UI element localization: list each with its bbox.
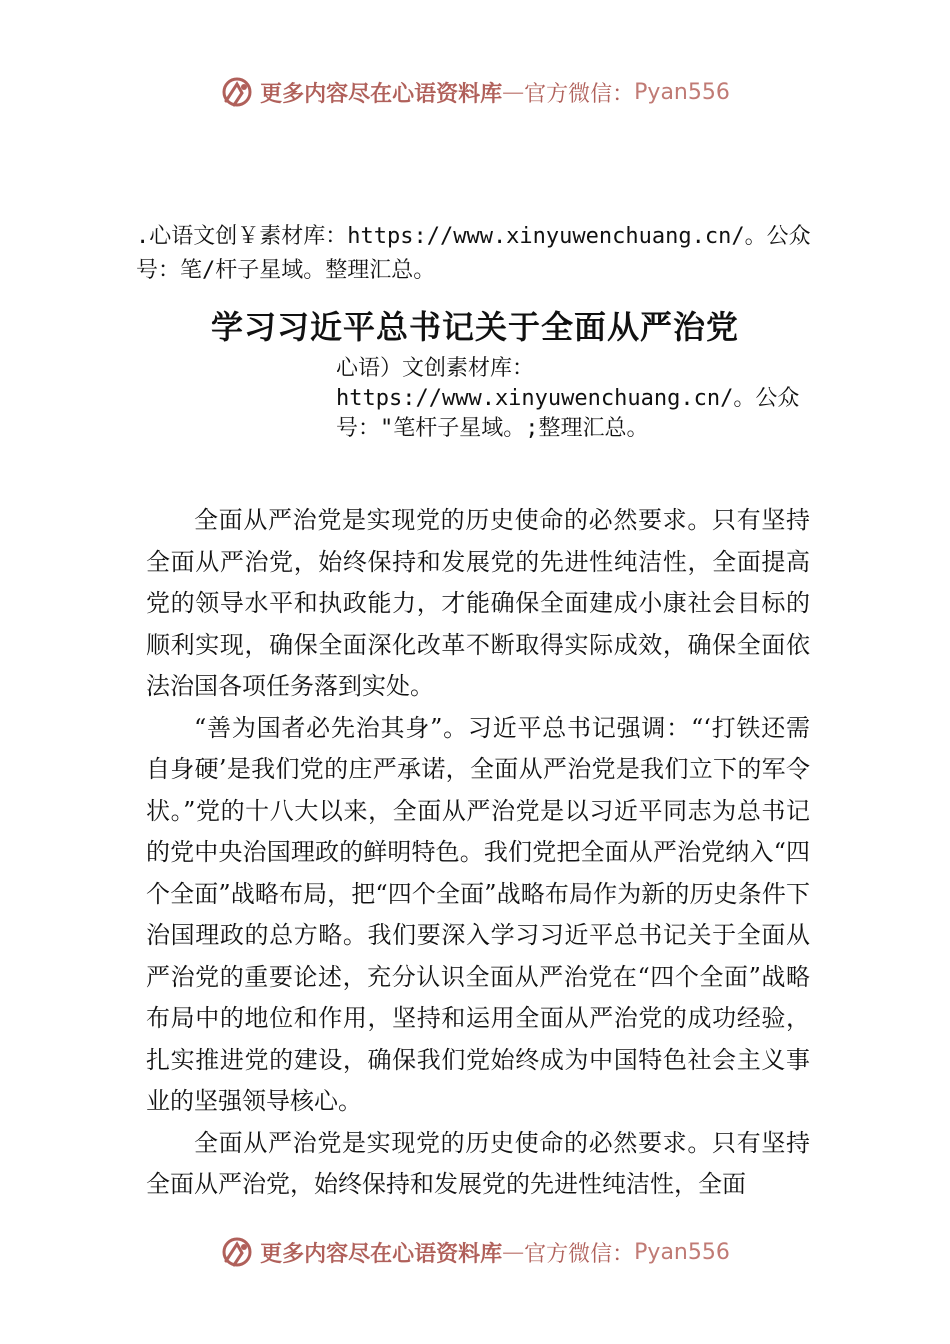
article-body bbox=[146, 500, 810, 1206]
sub-source-note: 心语）文创素材库：https://www.xinyuwenchuang.cn/。公众号："笔杆子星域。;整理汇总。 bbox=[336, 356, 800, 441]
banner-wechat-id: Pyan556 bbox=[634, 79, 730, 105]
page-title: 学习习近平总书记关于全面从严治党 bbox=[210, 308, 739, 346]
logo-icon bbox=[220, 75, 254, 109]
paragraph: 全面从严治党是实现党的历史使命的必然要求。只有坚持全面从严治党，始终保持和发展党的先进性纯洁性，全面 bbox=[146, 1128, 810, 1198]
banner-wechat-id: Pyan556 bbox=[634, 1239, 730, 1265]
banner-brand: 更多内容尽在心语资料库 bbox=[260, 80, 503, 107]
banner-wechat-label: 官方微信： bbox=[524, 1241, 635, 1267]
header-banner bbox=[0, 72, 950, 112]
source-note: .心语文创￥素材库：https://www.xinyuwenchuang.cn/。公众号：笔/杆子星域。整理汇总。 bbox=[136, 224, 811, 283]
banner-separator: — bbox=[502, 79, 525, 105]
banner-separator: — bbox=[502, 1239, 525, 1265]
footer-banner bbox=[0, 1232, 950, 1272]
banner-brand: 更多内容尽在心语资料库 bbox=[260, 1240, 503, 1267]
banner-wechat-label: 官方微信： bbox=[524, 81, 635, 107]
paragraph: “善为国者必先治其身”。习近平总书记强调：“‘打铁还需自身硬’是我们党的庄严承诺，全面从严治党是我们立下的军令状。”党的十八大以来，全面从严治党是以习近平同志为总书记的党中央治国理政的鲜明特色。我们党把全面从严治党纳入“四个全面”战略布局，把“四个全面”战略布局作为新的历史条件下治国理政的总方略。我们要深入学习习近平总书记关于全面从严治党的重要论述，充分认识全面从严治党在“四个全面”战略布局中的地位和作用，坚持和运用全面从严治党的成功经验，扎实推进党的建设，确保我们党始终成为中国特色社会主义事业的坚强领导核心。 bbox=[146, 713, 810, 1115]
logo-icon bbox=[220, 1235, 254, 1269]
paragraph: 全面从严治党是实现党的历史使命的必然要求。只有坚持全面从严治党，始终保持和发展党的先进性纯洁性，全面提高党的领导水平和执政能力，才能确保全面建成小康社会目标的顺利实现，确保全面深化改革不断取得实际成效，确保全面依法治国各项任务落到实处。 bbox=[146, 506, 810, 700]
